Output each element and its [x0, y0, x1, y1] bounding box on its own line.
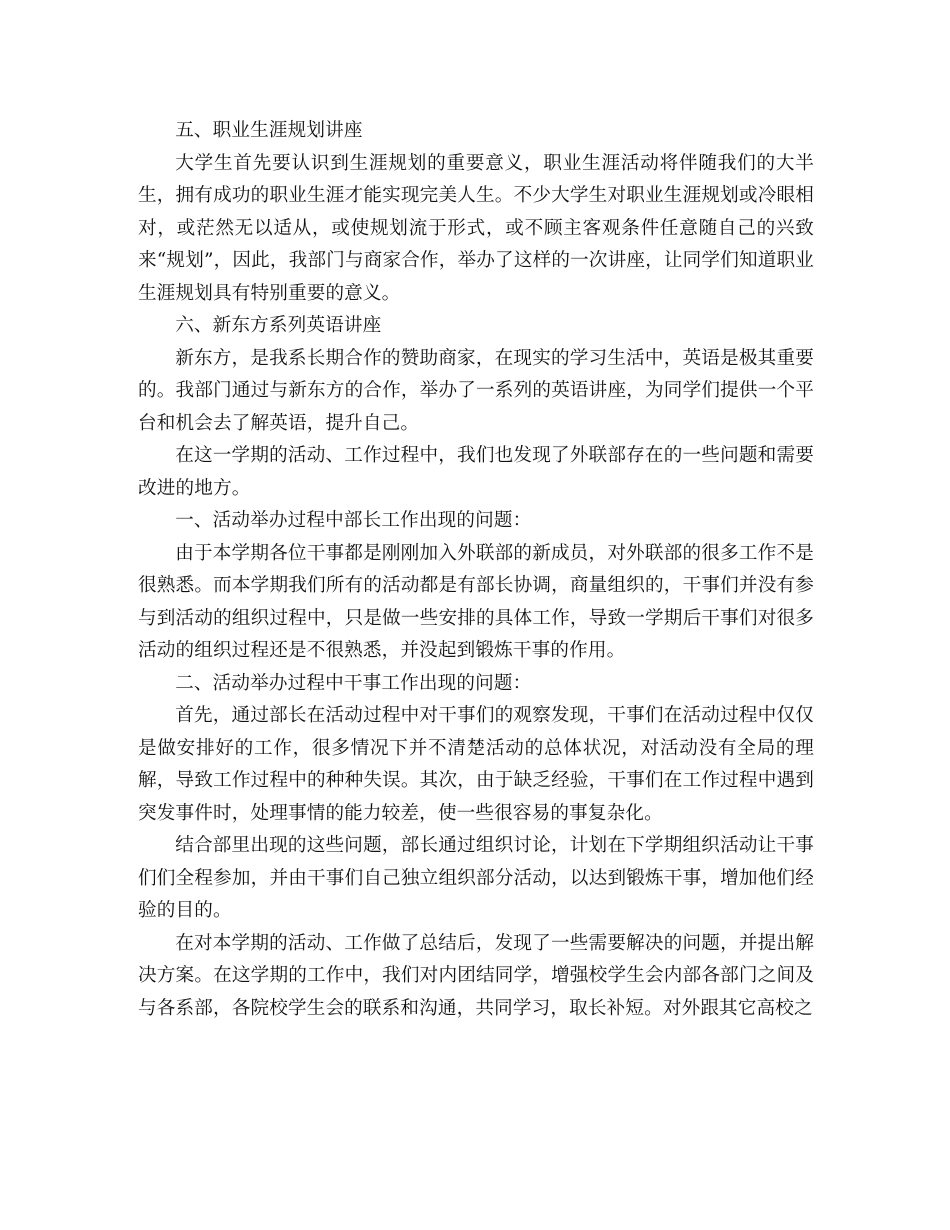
paragraph-problems-intro: 在这一学期的活动、工作过程中，我们也发现了外联部存在的一些问题和需要改进的地方。 [138, 445, 814, 499]
section-heading-english-lecture: 六、新东方系列英语讲座 [175, 315, 382, 336]
paragraph-minister-problems: 由于本学期各位干事都是刚刚加入外联部的新成员，对外联部的很多工作不是很熟悉。而本学期我们所有的活动都是有部长协调，商量组织的，干事们并没有参与到活动的组织过程中，只是做一些安排的具体工作，导致一学期后干事们对很多活动的组织过程还是不很熟悉，并没起到锻炼干事的作用。 [138, 542, 814, 661]
paragraph-english-lecture: 新东方，是我系长期合作的赞助商家，在现实的学习生活中，英语是极其重要的。我部门通过与新东方的合作，举办了一系列的英语讲座，为同学们提供一个平台和机会去了解英语，提升自己。 [138, 347, 814, 434]
document-body [138, 115, 814, 1025]
paragraph-summary: 在对本学期的活动、工作做了总结后，发现了一些需要解决的问题，并提出解决方案。在这学期的工作中，我们对内团结同学，增强校学生会内部各部门之间及与各系部，各院校学生会的联系和沟通，共同学习，取长补短。对外跟其它高校之 [138, 932, 814, 1019]
section-heading-minister-problems: 一、活动举办过程中部长工作出现的问题： [175, 510, 532, 531]
section-heading-officer-problems: 二、活动举办过程中干事工作出现的问题： [175, 672, 532, 694]
paragraph-officer-problems: 首先，通过部长在活动过程中对干事们的观察发现，干事们在活动过程中仅仅是做安排好的工作，很多情况下并不清楚活动的总体状况，对活动没有全局的理解，导致工作过程中的种种失误。其次，由于缺乏经验，干事们在工作过程中遇到突发事件时，处理事情的能力较差，使一些很容易的事复杂化。 [138, 705, 814, 824]
paragraph-solution-plan: 结合部里出现的这些问题，部长通过组织讨论，计划在下学期组织活动让干事们们全程参加，并由干事们自己独立组织部分活动，以达到锻炼干事，增加他们经验的目的。 [138, 835, 814, 921]
paragraph-career-lecture: 大学生首先要认识到生涯规划的重要意义，职业生涯活动将伴随我们的大半生，拥有成功的职业生涯才能实现完美人生。不少大学生对职业生涯规划或冷眼相对，或茫然无以适从，或使规划流于形式，或不顾主客观条件任意随自己的兴致来“规划”，因此，我部门与商家合作，举办了这样的一次讲座，让同学们知道职业生涯规划具有特别重要的意义。 [138, 152, 814, 304]
section-heading-career-lecture: 五、职业生涯规划讲座 [175, 120, 363, 141]
